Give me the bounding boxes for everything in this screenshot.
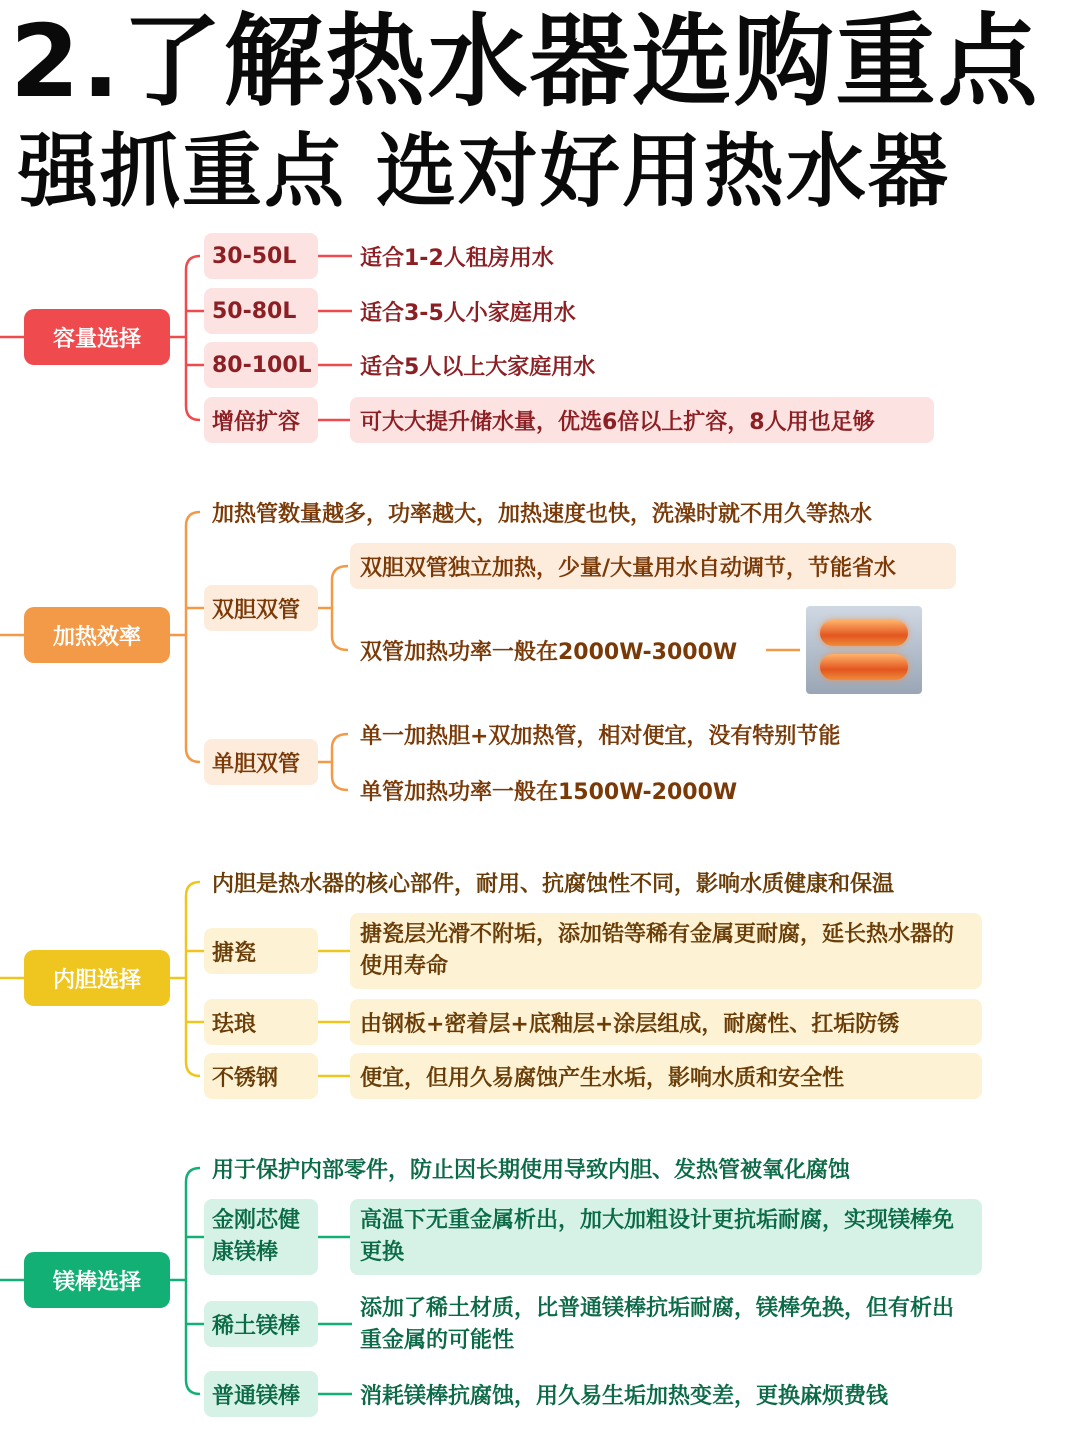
- rod-option: 普通镁棒: [204, 1371, 318, 1417]
- capacity-option: 50-80L: [204, 288, 318, 334]
- rod-desc: 消耗镁棒抗腐蚀，用久易生垢加热变差，更换麻烦费钱: [360, 1383, 889, 1409]
- rod-desc: 添加了稀土材质，比普通镁棒抗垢耐腐，镁棒免换，但有析出重金属的可能性: [360, 1296, 955, 1353]
- tank-option: 珐琅: [204, 999, 318, 1045]
- capacity-desc: 适合1-2人租房用水: [360, 245, 554, 271]
- category-rod: 镁棒选择: [24, 1252, 170, 1308]
- tank-intro: 内胆是热水器的核心部件，耐用、抗腐蚀性不同，影响水质健康和保温: [212, 871, 895, 897]
- capacity-option: 30-50L: [204, 233, 318, 279]
- capacity-option: 增倍扩容: [204, 397, 318, 443]
- heating-double-desc1: 双胆双管独立加热，少量/大量用水自动调节，节能省水: [350, 543, 956, 589]
- rod-option: 稀土镁棒: [204, 1301, 318, 1347]
- tank-desc: 便宜，但用久易腐蚀产生水垢，影响水质和安全性: [350, 1053, 982, 1099]
- heating-tube-icon: [820, 654, 908, 680]
- category-tank: 内胆选择: [24, 950, 170, 1006]
- rod-option: 金刚芯健康镁棒: [204, 1199, 318, 1275]
- tank-option: 搪瓷: [204, 928, 318, 974]
- heating-single-desc2: 单管加热功率一般在1500W-2000W: [360, 779, 738, 805]
- tank-option: 不锈钢: [204, 1053, 318, 1099]
- capacity-desc: 适合3-5人小家庭用水: [360, 300, 576, 326]
- heating-option-single: 单胆双管: [204, 739, 318, 785]
- capacity-desc: 可大大提升储水量，优选6倍以上扩容，8人用也足够: [350, 397, 934, 443]
- heating-single-desc1: 单一加热胆+双加热管，相对便宜，没有特别节能: [360, 723, 841, 749]
- tank-desc: 由钢板+密着层+底釉层+涂层组成，耐腐性、扛垢防锈: [350, 999, 982, 1045]
- capacity-option: 80-100L: [204, 342, 318, 388]
- heating-double-desc2: 双管加热功率一般在2000W-3000W: [360, 639, 738, 665]
- heating-intro: 加热管数量越多，功率越大，加热速度也快，洗澡时就不用久等热水: [212, 501, 873, 527]
- tank-desc: 搪瓷层光滑不附垢，添加锆等稀有金属更耐腐，延长热水器的使用寿命: [350, 913, 982, 989]
- heating-tube-icon: [820, 620, 908, 646]
- heater-tubes-image: [806, 606, 922, 694]
- page-title: 2.了解热水器选购重点: [10, 3, 1040, 120]
- category-capacity: 容量选择: [24, 309, 170, 365]
- rod-intro: 用于保护内部零件，防止因长期使用导致内胆、发热管被氧化腐蚀: [212, 1157, 851, 1183]
- rod-desc: 高温下无重金属析出，加大加粗设计更抗垢耐腐，实现镁棒免更换: [350, 1199, 982, 1275]
- page-subtitle: 强抓重点 选对好用热水器: [18, 125, 950, 218]
- heating-option-double: 双胆双管: [204, 585, 318, 631]
- category-heating: 加热效率: [24, 607, 170, 663]
- capacity-desc: 适合5人以上大家庭用水: [360, 354, 596, 380]
